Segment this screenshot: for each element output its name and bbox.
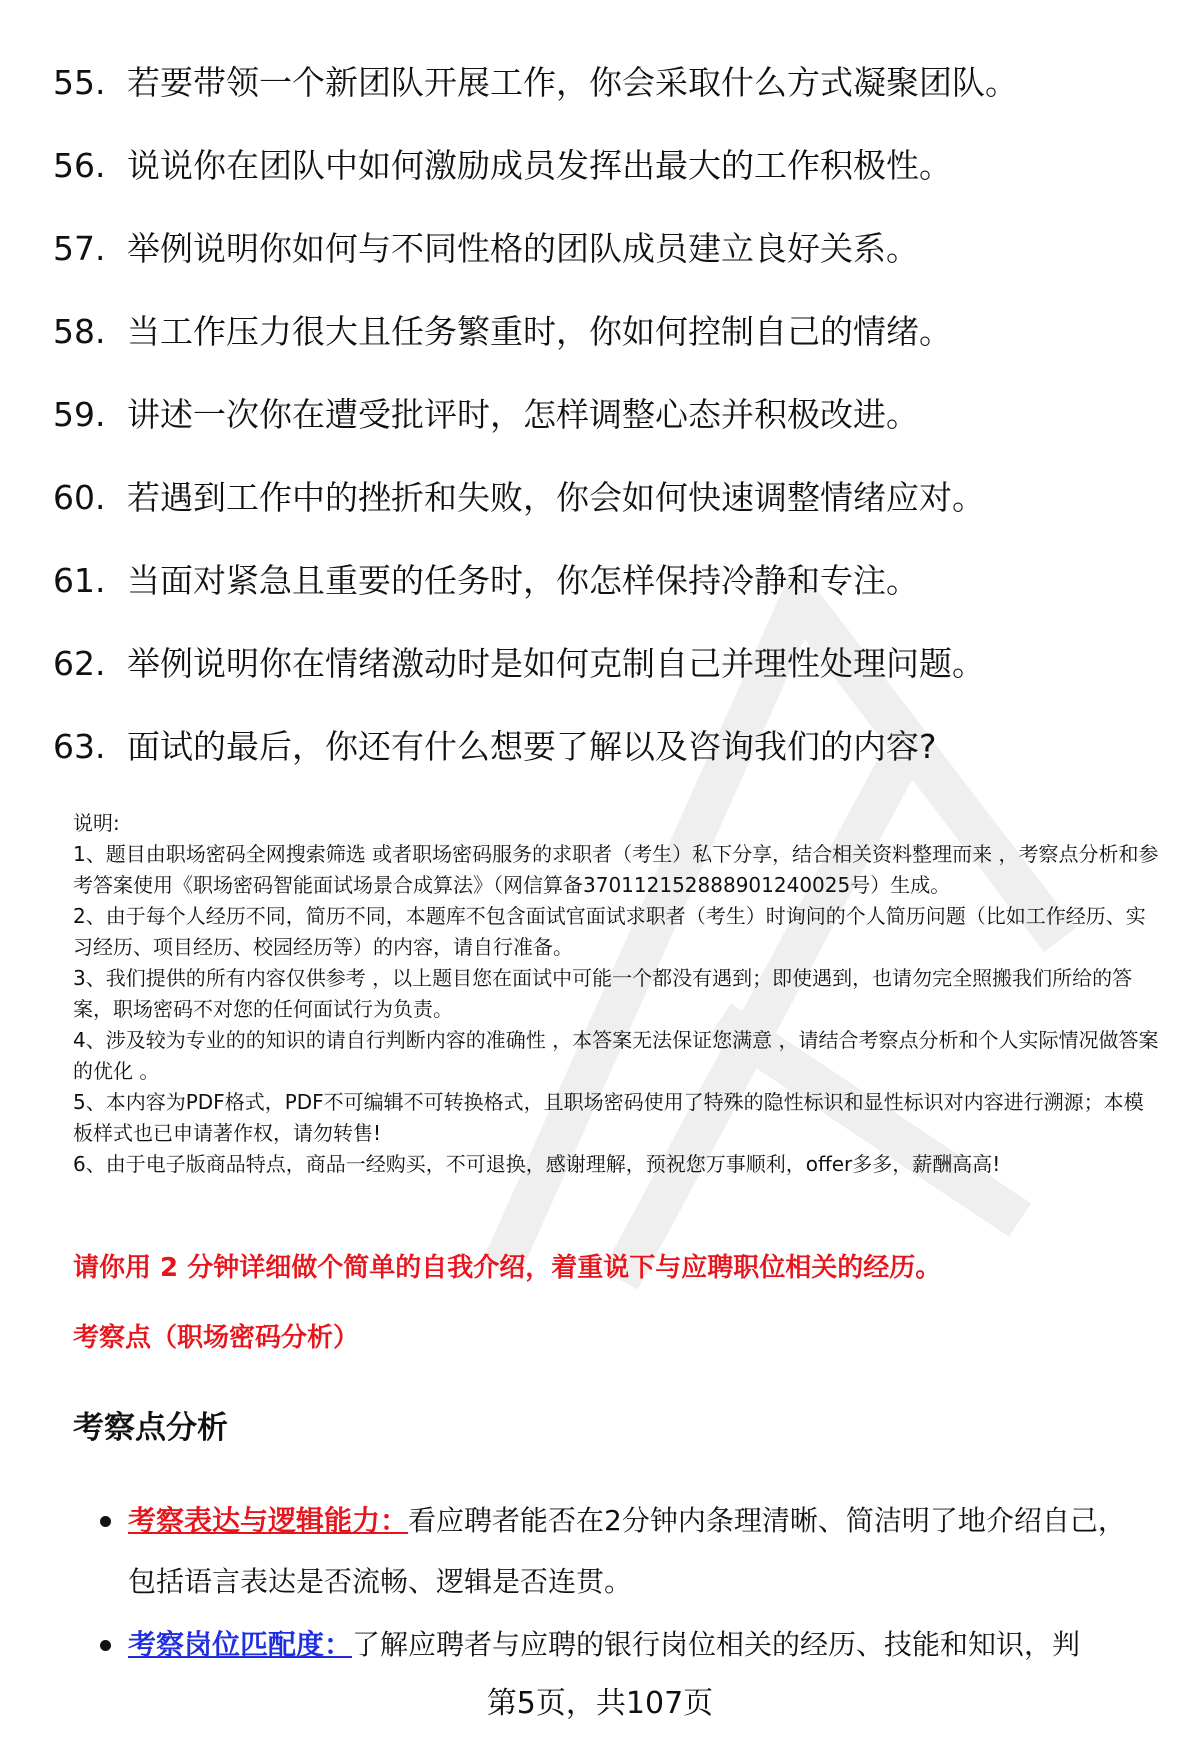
bullet-key: 考察岗位匹配度： (128, 1628, 353, 1661)
question-heading: 请你用 2 分钟详细做个简单的自我介绍，着重说下与应聘职位相关的经历。 (73, 1253, 942, 1283)
question-item: 57. 举例说明你如何与不同性格的团队成员建立良好关系。 (53, 229, 919, 268)
question-item: 59. 讲述一次你在遭受批评时，怎样调整心态并积极改进。 (53, 395, 919, 434)
question-item: 60. 若遇到工作中的挫折和失败，你会如何快速调整情绪应对。 (53, 478, 985, 517)
bullet-dot-icon (100, 1516, 111, 1527)
disclaimer-notes (73, 808, 1163, 1180)
note-item: 3、我们提供的所有内容仅供参考 ，以上题目您在面试中可能一个都没有遇到；即使遇到，也请勿完全照搬我们所给的答案，职场密码不对您的任何面试行为负责。 (73, 966, 1133, 1021)
bullet-key: 考察表达与逻辑能力： (128, 1504, 409, 1537)
analysis-label: 考察点（职场密码分析） (73, 1323, 360, 1353)
analysis-bullets (100, 1490, 1140, 1677)
note-item: 1、题目由职场密码全网搜索筛选 或者职场密码服务的求职者（考生）私下分享，结合相关资料整理而来 ，考察点分析和参考答案使用《职场密码智能面试场景合成算法》（网信算备370112152888901240025号）生成。 (73, 842, 1159, 897)
question-item: 56. 说说你在团队中如何激励成员发挥出最大的工作积极性。 (53, 146, 952, 185)
bullet-dot-icon (100, 1640, 111, 1651)
question-item: 63. 面试的最后，你还有什么想要了解以及咨询我们的内容? (53, 727, 937, 766)
page-footer: 第5页，共107页 (486, 1686, 714, 1721)
note-item: 2、由于每个人经历不同，简历不同，本题库不包含面试官面试求职者（考生）时询问的个人简历问题（比如工作经历、实习经历、项目经历、校园经历等）的内容，请自行准备。 (73, 904, 1146, 959)
bullet-item (100, 1614, 1140, 1675)
section-title: 考察点分析 (73, 1410, 228, 1446)
question-item: 55. 若要带领一个新团队开展工作，你会采取什么方式凝聚团队。 (53, 63, 1018, 102)
bullet-item (100, 1490, 1140, 1612)
question-item: 62. 举例说明你在情绪激动时是如何克制自己并理性处理问题。 (53, 644, 985, 683)
question-item: 61. 当面对紧急且重要的任务时，你怎样保持冷静和专注。 (53, 561, 919, 600)
note-item: 6、由于电子版商品特点，商品一经购买，不可退换，感谢理解，预祝您万事顺利，offer多多，薪酬高高! (73, 1152, 1001, 1176)
note-item: 4、涉及较为专业的的知识的请自行判断内容的准确性 ，本答案无法保证您满意 ，请结合考察点分析和个人实际情况做答案的优化 。 (73, 1028, 1159, 1083)
bullet-text: 看应聘者能否在2分钟内条理清晰、简洁明了地介绍自己，包括语言表达是否流畅、逻辑是否连贯。 (128, 1504, 1126, 1598)
notes-title: 说明: (73, 811, 120, 835)
bullet-text: 了解应聘者与应聘的银行岗位相关的经历、技能和知识，判 (352, 1628, 1081, 1661)
question-item: 58. 当工作压力很大且任务繁重时，你如何控制自己的情绪。 (53, 312, 952, 351)
note-item: 5、本内容为PDF格式，PDF不可编辑不可转换格式，且职场密码使用了特殊的隐性标识和显性标识对内容进行溯源；本模板样式也已申请著作权，请勿转售! (73, 1090, 1144, 1145)
